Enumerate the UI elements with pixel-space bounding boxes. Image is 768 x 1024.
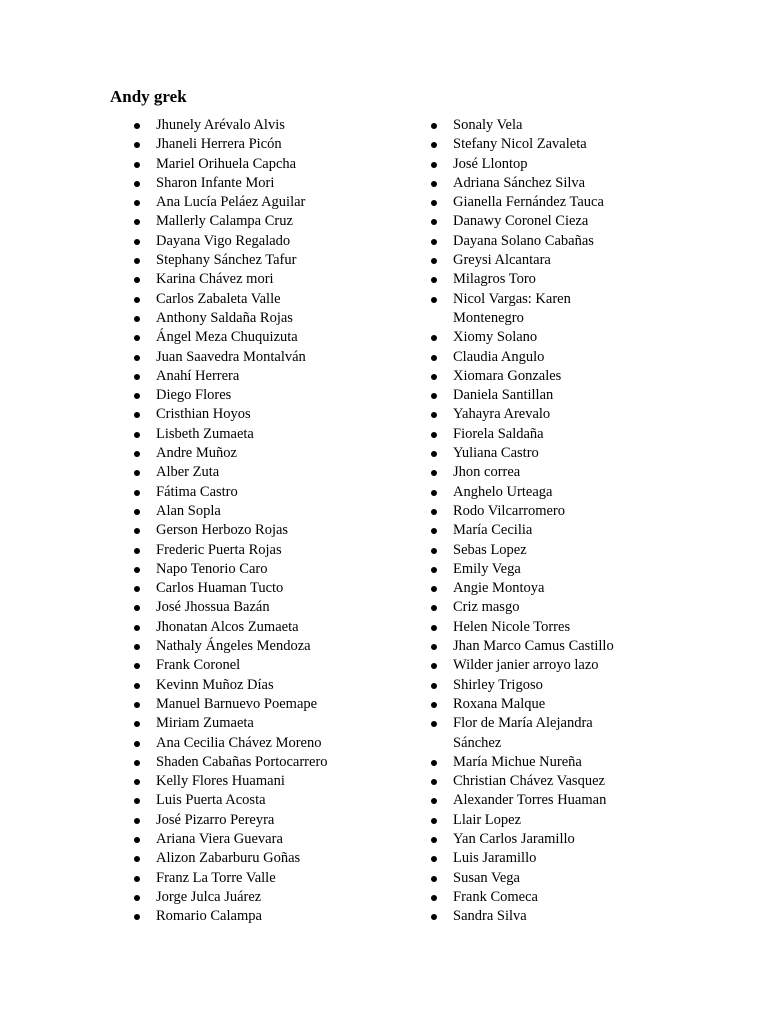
list-item bbox=[134, 656, 404, 675]
list-item-text: María Michue Nureña bbox=[453, 753, 582, 770]
list-item-text: Jhan Marco Camus Castillo bbox=[453, 638, 614, 655]
list-item-text: José Llontop bbox=[453, 155, 528, 172]
list-item bbox=[431, 290, 631, 329]
list-item-text: Jhon correa bbox=[453, 464, 521, 481]
list-item bbox=[134, 425, 404, 444]
list-item bbox=[431, 502, 631, 521]
list-item bbox=[134, 116, 404, 135]
bullet-icon bbox=[431, 818, 437, 824]
list-item bbox=[431, 618, 631, 637]
bullet-icon bbox=[134, 335, 140, 341]
list-item-text: Kevinn Muñoz Días bbox=[156, 676, 274, 693]
bullet-icon bbox=[134, 123, 140, 129]
list-item bbox=[134, 348, 404, 367]
bullet-icon bbox=[134, 297, 140, 303]
bullet-icon bbox=[431, 470, 437, 476]
list-item-text: Kelly Flores Huamani bbox=[156, 773, 285, 790]
bullet-icon bbox=[431, 181, 437, 187]
list-item-text: Christian Chávez Vasquez bbox=[453, 773, 605, 790]
list-item-text: Stephany Sánchez Tafur bbox=[156, 252, 297, 269]
list-item-text: Sharon Infante Mori bbox=[156, 174, 275, 191]
list-item bbox=[431, 869, 631, 888]
bullet-icon bbox=[431, 721, 437, 727]
bullet-icon bbox=[134, 876, 140, 882]
list-item bbox=[134, 560, 404, 579]
bullet-icon bbox=[431, 200, 437, 206]
list-item bbox=[431, 483, 631, 502]
list-item-text: Carlos Zabaleta Valle bbox=[156, 290, 281, 307]
bullet-icon bbox=[431, 914, 437, 920]
bullet-icon bbox=[134, 625, 140, 631]
bullet-icon bbox=[134, 779, 140, 785]
list-item-text: Ángel Meza Chuquizuta bbox=[156, 329, 298, 346]
bullet-icon bbox=[134, 451, 140, 457]
list-item bbox=[134, 714, 404, 733]
bullet-icon bbox=[431, 837, 437, 843]
list-item bbox=[431, 328, 631, 347]
bullet-icon bbox=[431, 277, 437, 283]
list-item bbox=[134, 753, 404, 772]
list-item-text: Carlos Huaman Tucto bbox=[156, 580, 284, 597]
list-item-text: Fiorela Saldaña bbox=[453, 425, 544, 442]
list-item bbox=[134, 579, 404, 598]
bullet-icon bbox=[431, 412, 437, 418]
list-item bbox=[134, 907, 404, 926]
list-item bbox=[134, 521, 404, 540]
list-item bbox=[431, 772, 631, 791]
list-item-text: Mariel Orihuela Capcha bbox=[156, 155, 297, 172]
bullet-icon bbox=[431, 258, 437, 264]
list-item bbox=[431, 463, 631, 482]
list-item-text: Napo Tenorio Caro bbox=[156, 560, 268, 577]
list-item bbox=[431, 155, 631, 174]
list-item bbox=[134, 483, 404, 502]
bullet-icon bbox=[134, 432, 140, 438]
bullet-icon bbox=[431, 162, 437, 168]
list-item-text: José Pizarro Pereyra bbox=[156, 811, 275, 828]
list-item bbox=[431, 174, 631, 193]
list-item-text: Roxana Malque bbox=[453, 695, 546, 712]
bullet-icon bbox=[431, 297, 437, 303]
list-item-text: Sandra Silva bbox=[453, 908, 527, 925]
list-item bbox=[431, 791, 631, 810]
bullet-icon bbox=[134, 374, 140, 380]
list-item bbox=[431, 116, 631, 135]
bullet-icon bbox=[134, 219, 140, 225]
bullet-icon bbox=[134, 200, 140, 206]
list-item bbox=[134, 734, 404, 753]
list-item bbox=[431, 405, 631, 424]
list-item-text: Jhunely Arévalo Alvis bbox=[156, 117, 285, 133]
bullet-icon bbox=[431, 355, 437, 361]
list-item-text: Ana Lucía Peláez Aguilar bbox=[156, 194, 306, 211]
list-item-text: Criz masgo bbox=[453, 599, 520, 616]
list-item bbox=[431, 193, 631, 212]
bullet-icon bbox=[431, 509, 437, 515]
list-item-text: Luis Puerta Acosta bbox=[156, 792, 266, 809]
list-item bbox=[134, 270, 404, 289]
list-item-text: Angie Montoya bbox=[453, 580, 545, 597]
list-item bbox=[431, 753, 631, 772]
list-item-text: Gianella Fernández Tauca bbox=[453, 194, 604, 211]
bullet-icon bbox=[431, 123, 437, 129]
list-item bbox=[431, 135, 631, 154]
list-item-text: Alizon Zabarburu Goñas bbox=[156, 850, 301, 867]
list-item-text: Claudia Angulo bbox=[453, 348, 545, 365]
list-item-text: Llair Lopez bbox=[453, 811, 522, 828]
bullet-icon bbox=[134, 412, 140, 418]
list-item-text: María Cecilia bbox=[453, 522, 533, 539]
list-item-text: Fátima Castro bbox=[156, 483, 238, 500]
list-item-text: Juan Saavedra Montalván bbox=[156, 348, 306, 365]
list-item-text: Rodo Vilcarromero bbox=[453, 502, 566, 519]
bullet-icon bbox=[134, 586, 140, 592]
bullet-icon bbox=[134, 316, 140, 322]
bullet-icon bbox=[431, 393, 437, 399]
bullet-icon bbox=[134, 837, 140, 843]
list-item-text: Emily Vega bbox=[453, 560, 521, 577]
list-item bbox=[431, 676, 631, 695]
list-item bbox=[431, 560, 631, 579]
list-item bbox=[134, 869, 404, 888]
bullet-icon bbox=[431, 779, 437, 785]
bullet-icon bbox=[431, 856, 437, 862]
list-item bbox=[134, 328, 404, 347]
bullet-icon bbox=[431, 239, 437, 245]
bullet-icon bbox=[134, 181, 140, 187]
list-item bbox=[431, 541, 631, 560]
bullet-icon bbox=[134, 914, 140, 920]
list-item-text: Xiomara Gonzales bbox=[453, 367, 562, 384]
list-item-text: Dayana Solano Cabañas bbox=[453, 232, 594, 249]
list-item bbox=[134, 772, 404, 791]
bullet-icon bbox=[134, 663, 140, 669]
list-item-text: Cristhian Hoyos bbox=[156, 406, 251, 423]
list-item bbox=[431, 521, 631, 540]
list-item-text: Frederic Puerta Rojas bbox=[156, 541, 282, 558]
list-item bbox=[134, 888, 404, 907]
list-item-text: Franz La Torre Valle bbox=[156, 869, 276, 886]
list-item-text: Daniela Santillan bbox=[453, 387, 554, 404]
list-item bbox=[431, 656, 631, 675]
list-item bbox=[431, 579, 631, 598]
list-item-text: Yahayra Arevalo bbox=[453, 406, 551, 423]
bullet-icon bbox=[134, 644, 140, 650]
bullet-icon bbox=[134, 239, 140, 245]
list-item bbox=[134, 174, 404, 193]
list-item-text: Adriana Sánchez Silva bbox=[453, 174, 586, 191]
list-item-text: Nathaly Ángeles Mendoza bbox=[156, 638, 311, 655]
bullet-icon bbox=[134, 856, 140, 862]
list-item-text: Susan Vega bbox=[453, 869, 520, 886]
list-item bbox=[134, 598, 404, 617]
list-item bbox=[134, 791, 404, 810]
list-item-text: Gerson Herbozo Rojas bbox=[156, 522, 289, 539]
list-item bbox=[431, 367, 631, 386]
list-item-text: Milagros Toro bbox=[453, 271, 536, 288]
bullet-icon bbox=[134, 528, 140, 534]
list-item-text: Jhaneli Herrera Picón bbox=[156, 136, 282, 153]
bullet-icon bbox=[431, 644, 437, 650]
list-item bbox=[134, 135, 404, 154]
bullet-icon bbox=[431, 702, 437, 708]
list-item bbox=[134, 811, 404, 830]
list-item bbox=[431, 212, 631, 231]
bullet-icon bbox=[134, 895, 140, 901]
list-item-text: Helen Nicole Torres bbox=[453, 618, 571, 635]
list-item-text: Jhonatan Alcos Zumaeta bbox=[156, 618, 299, 635]
bullet-icon bbox=[134, 509, 140, 515]
bullet-icon bbox=[134, 355, 140, 361]
list-item bbox=[431, 695, 631, 714]
list-item bbox=[431, 714, 631, 753]
bullet-icon bbox=[134, 548, 140, 554]
list-item-text: Romario Calampa bbox=[156, 908, 262, 925]
list-item-text: Xiomy Solano bbox=[453, 329, 538, 346]
list-item-text: Manuel Barnuevo Poemape bbox=[156, 695, 318, 712]
bullet-icon bbox=[134, 741, 140, 747]
list-item-text: Shirley Trigoso bbox=[453, 676, 543, 693]
list-item bbox=[134, 367, 404, 386]
bullet-icon bbox=[134, 721, 140, 727]
list-item bbox=[134, 618, 404, 637]
list-item-text: Mallerly Calampa Cruz bbox=[156, 213, 293, 230]
bullet-icon bbox=[431, 142, 437, 148]
bullet-icon bbox=[134, 258, 140, 264]
list-item bbox=[134, 849, 404, 868]
bullet-icon bbox=[431, 335, 437, 341]
bullet-icon bbox=[431, 528, 437, 534]
bullet-icon bbox=[431, 451, 437, 457]
list-item-text: Dayana Vigo Regalado bbox=[156, 232, 291, 249]
list-item bbox=[431, 907, 631, 926]
list-item-text: Jorge Julca Juárez bbox=[156, 888, 262, 905]
list-item bbox=[134, 290, 404, 309]
list-item bbox=[134, 155, 404, 174]
list-item bbox=[134, 502, 404, 521]
bullet-icon bbox=[134, 683, 140, 689]
list-item bbox=[134, 386, 404, 405]
list-item-text: Shaden Cabañas Portocarrero bbox=[156, 753, 328, 770]
bullet-icon bbox=[134, 818, 140, 824]
list-item bbox=[134, 637, 404, 656]
list-item-text: Nicol Vargas: Karen Montenegro bbox=[453, 290, 571, 326]
list-item bbox=[134, 251, 404, 270]
list-item-text: Lisbeth Zumaeta bbox=[156, 425, 254, 442]
list-item-text: Frank Coronel bbox=[156, 657, 241, 674]
list-item bbox=[431, 348, 631, 367]
bullet-icon bbox=[431, 895, 437, 901]
bullet-icon bbox=[134, 393, 140, 399]
bullet-icon bbox=[431, 760, 437, 766]
list-item-text: Yan Carlos Jaramillo bbox=[453, 830, 575, 847]
list-item bbox=[431, 232, 631, 251]
bullet-icon bbox=[431, 432, 437, 438]
bullet-icon bbox=[431, 683, 437, 689]
list-item bbox=[431, 386, 631, 405]
list-item bbox=[134, 309, 404, 328]
list-item-text: Alan Sopla bbox=[156, 502, 221, 519]
list-item bbox=[431, 598, 631, 617]
list-item bbox=[134, 444, 404, 463]
list-item bbox=[134, 232, 404, 251]
list-item-text: Yuliana Castro bbox=[453, 445, 539, 462]
list-item-text: Anthony Saldaña Rojas bbox=[156, 309, 293, 326]
document-title: Andy grek bbox=[110, 87, 187, 106]
bullet-icon bbox=[134, 702, 140, 708]
bullet-icon bbox=[431, 548, 437, 554]
bullet-icon bbox=[134, 470, 140, 476]
list-item bbox=[134, 676, 404, 695]
bullet-icon bbox=[431, 798, 437, 804]
list-item-text: José Jhossua Bazán bbox=[156, 599, 270, 616]
bullet-icon bbox=[431, 663, 437, 669]
list-item bbox=[431, 849, 631, 868]
list-item bbox=[134, 830, 404, 849]
right-name-list bbox=[431, 116, 631, 926]
bullet-icon bbox=[431, 605, 437, 611]
list-item bbox=[431, 830, 631, 849]
list-item-text: Anahí Herrera bbox=[156, 367, 240, 384]
list-item bbox=[431, 251, 631, 270]
list-item-text: Karina Chávez mori bbox=[156, 271, 274, 288]
list-item-text: Danawy Coronel Cieza bbox=[453, 213, 589, 230]
list-item bbox=[431, 425, 631, 444]
list-item-text: Ariana Viera Guevara bbox=[156, 830, 283, 847]
list-item bbox=[134, 405, 404, 424]
list-item-text: Miriam Zumaeta bbox=[156, 715, 254, 732]
list-item-text: Ana Cecilia Chávez Moreno bbox=[156, 734, 322, 751]
list-item-text: Diego Flores bbox=[156, 387, 232, 404]
list-item bbox=[431, 444, 631, 463]
list-item bbox=[134, 695, 404, 714]
list-item bbox=[431, 811, 631, 830]
bullet-icon bbox=[134, 567, 140, 573]
bullet-icon bbox=[431, 876, 437, 882]
list-item bbox=[431, 270, 631, 289]
list-item-text: Alexander Torres Huaman bbox=[453, 792, 607, 809]
list-item bbox=[431, 637, 631, 656]
bullet-icon bbox=[431, 374, 437, 380]
bullet-icon bbox=[134, 798, 140, 804]
list-item-text: Alber Zuta bbox=[156, 464, 220, 481]
bullet-icon bbox=[134, 142, 140, 148]
list-item-text: Andre Muñoz bbox=[156, 445, 237, 462]
left-name-list bbox=[134, 116, 404, 926]
bullet-icon bbox=[431, 567, 437, 573]
bullet-icon bbox=[431, 219, 437, 225]
bullet-icon bbox=[134, 760, 140, 766]
list-item bbox=[134, 193, 404, 212]
bullet-icon bbox=[134, 277, 140, 283]
list-item bbox=[134, 541, 404, 560]
list-item-text: Flor de María Alejandra Sánchez bbox=[453, 715, 593, 751]
bullet-icon bbox=[431, 490, 437, 496]
bullet-icon bbox=[134, 162, 140, 168]
list-item-text: Anghelo Urteaga bbox=[453, 483, 553, 500]
list-item-text: Sebas Lopez bbox=[453, 541, 527, 558]
list-item-text: Frank Comeca bbox=[453, 888, 538, 905]
list-item-text: Luis Jaramillo bbox=[453, 850, 537, 867]
list-item-text: Stefany Nicol Zavaleta bbox=[453, 136, 587, 153]
list-item bbox=[431, 888, 631, 907]
bullet-icon bbox=[431, 586, 437, 592]
list-item-text: Sonaly Vela bbox=[453, 117, 523, 133]
list-item-text: Wilder janier arroyo lazo bbox=[453, 657, 599, 674]
bullet-icon bbox=[134, 490, 140, 496]
list-item bbox=[134, 212, 404, 231]
list-item-text: Greysi Alcantara bbox=[453, 252, 551, 269]
bullet-icon bbox=[431, 625, 437, 631]
bullet-icon bbox=[134, 605, 140, 611]
list-item bbox=[134, 463, 404, 482]
